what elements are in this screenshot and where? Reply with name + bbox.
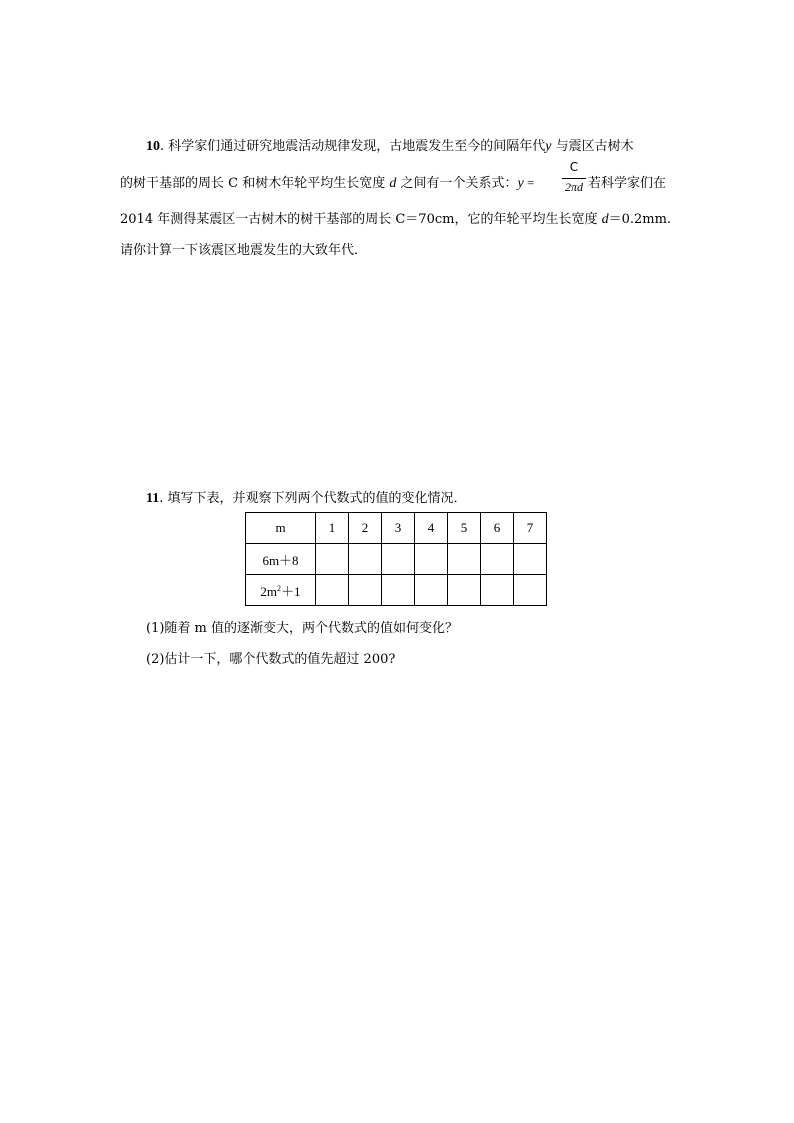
table-blank-cell[interactable]: [448, 575, 481, 606]
table-blank-cell[interactable]: [514, 544, 547, 575]
table-blank-cell[interactable]: [481, 544, 514, 575]
row2-rest: ＋1: [281, 583, 301, 599]
question-10-text-1-end: 与震区古树木: [551, 139, 634, 154]
fraction-numerator: C: [569, 160, 579, 174]
table-header-cell: 1: [316, 513, 349, 544]
equation-sign: =: [523, 175, 535, 190]
question-11-intro: . 填写下表，并观察下列两个代数式的值的变化情况．: [159, 491, 467, 506]
table-header-cell: 2: [349, 513, 382, 544]
fraction-denominator: 2πd: [564, 180, 583, 194]
table-header-cell: 7: [514, 513, 547, 544]
question-11-sub-1: (1)随着 m 值的逐渐变大，两个代数式的值如何变化？: [146, 621, 459, 636]
table-blank-cell[interactable]: [382, 544, 415, 575]
question-10-text-1: . 科学家们通过研究地震活动规律发现，古地震发生至今的间隔年代: [160, 139, 546, 154]
fraction-bar: [562, 178, 586, 179]
table-blank-cell[interactable]: [514, 575, 547, 606]
table-header-cell: 4: [415, 513, 448, 544]
table-row: [246, 544, 547, 575]
question-10-text-2-mid: 之间有一个关系式：: [396, 176, 518, 191]
question-10-number: 10: [146, 139, 160, 154]
question-10-line-2: [120, 172, 534, 192]
table-blank-cell[interactable]: [415, 544, 448, 575]
variable-y: y: [545, 139, 552, 154]
formula-fraction: [562, 160, 586, 198]
question-10-line-1: [146, 135, 634, 155]
question-10-line-2-end: 若科学家们在: [588, 176, 667, 191]
table-row-label-2m-squared-plus-1: [246, 575, 316, 606]
table-blank-cell[interactable]: [349, 575, 382, 606]
variable-d-2: d: [601, 212, 609, 227]
table-row-label-6m-plus-8: 6m＋8: [246, 544, 316, 575]
table-blank-cell[interactable]: [481, 575, 514, 606]
row2-exponent: 2: [277, 583, 282, 593]
row2-base: 2m: [260, 583, 278, 599]
table-blank-cell[interactable]: [382, 575, 415, 606]
question-10-line-4: 请你计算一下该震区地震发生的大致年代．: [120, 243, 368, 258]
table-header-cell: 5: [448, 513, 481, 544]
variable-d: d: [389, 176, 397, 191]
question-11-sub-2: (2)估计一下，哪个代数式的值先超过 200?: [146, 652, 396, 667]
question-11-number: 11: [146, 491, 160, 506]
table-blank-cell[interactable]: [448, 544, 481, 575]
question-10-text-3: 2014 年测得某震区一古树木的树干基部的周长 C＝70cm，它的年轮平均生长宽度: [120, 212, 602, 227]
table-blank-cell[interactable]: [415, 575, 448, 606]
question-10-line-3: [120, 208, 671, 228]
value-table: [245, 512, 547, 606]
equation-lhs: y: [517, 176, 524, 191]
table-blank-cell[interactable]: [349, 544, 382, 575]
table-blank-cell[interactable]: [316, 575, 349, 606]
question-10-text-2: 的树干基部的周长 C 和树木年轮平均生长宽度: [120, 176, 390, 191]
table-row: [246, 575, 547, 606]
table-header-cell: 6: [481, 513, 514, 544]
question-11-intro-line: [146, 487, 467, 507]
table-row: [246, 513, 547, 544]
table-header-cell: 3: [382, 513, 415, 544]
question-10-text-3-end: ＝0.2mm.: [608, 212, 672, 227]
table-blank-cell[interactable]: [316, 544, 349, 575]
table-header-m: m: [246, 513, 316, 544]
